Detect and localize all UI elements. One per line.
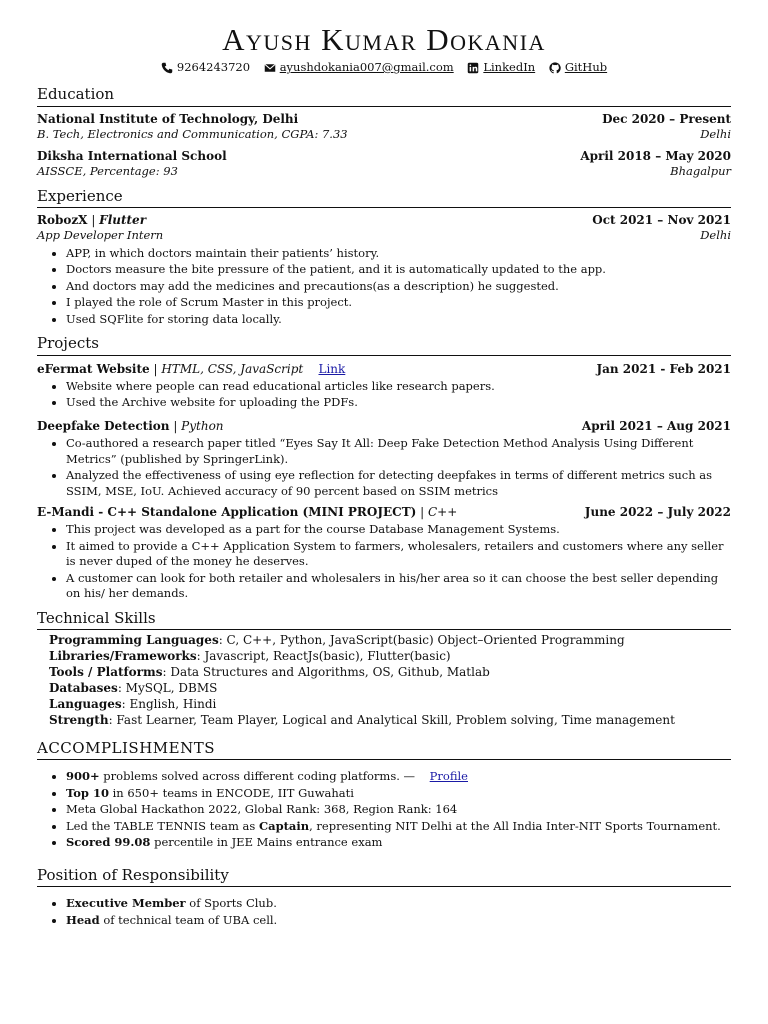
experience-heading: Experience — [37, 186, 731, 208]
skill-row — [49, 697, 731, 713]
skill-value: : MySQL, DBMS — [117, 681, 218, 696]
skill-label: Tools / Platforms — [49, 665, 163, 680]
skill-value: : Fast Learner, Team Player, Logical and Analytical Skill, Problem solving, Time management — [108, 712, 675, 727]
list-item — [66, 769, 731, 785]
project-entry: eFermat Website | HTML, CSS, JavaScript Link Jan 2021 - Feb 2021 • Website where people can read educational articles like research papers. • Used the Archive website for uploading the PDFs. — [37, 361, 731, 411]
skill-value: : Javascript, ReactJs(basic), Flutter(basic) — [196, 649, 451, 664]
list-item — [66, 786, 731, 802]
degree: B. Tech, Electronics and Communication, CGPA: 7.33 — [37, 126, 348, 141]
responsibility-text: of technical team of UBA cell. — [99, 912, 278, 927]
skill-value: : Data Structures and Algorithms, OS, Github, Matlab — [162, 665, 490, 680]
project-tech: HTML, CSS, JavaScript — [161, 361, 304, 376]
company-name: RobozX — [37, 213, 88, 228]
list-item: • APP, in which doctors maintain their patients’ history. — [66, 246, 731, 262]
linkedin-link[interactable]: LinkedIn — [483, 60, 536, 74]
github-link[interactable]: GitHub — [564, 60, 608, 74]
project-dates: April 2021 – Aug 2021 — [581, 418, 731, 433]
accomplishment-highlight: Top 10 — [66, 785, 109, 800]
accomplishment-text: in 650+ teams in ENCODE, IIT Guwahati — [108, 785, 354, 800]
list-item: • Used the Archive website for uploading the PDFs. — [66, 395, 731, 411]
school-name: National Institute of Technology, Delhi — [37, 111, 299, 126]
projects-heading: Projects — [37, 333, 731, 355]
project-name: eFermat Website — [37, 361, 150, 376]
skill-label: Programming Languages — [49, 633, 219, 648]
skill-value: : C, C++, Python, JavaScript(basic) Object–Oriented Programming — [218, 633, 625, 648]
list-item: • Website where people can read educational articles like research papers. — [66, 379, 731, 395]
project-dates: Jan 2021 - Feb 2021 — [596, 361, 731, 376]
skill-row — [49, 713, 731, 729]
responsibility-list — [37, 896, 731, 928]
linkedin-icon — [467, 62, 479, 74]
education-location: Bhagalpur — [670, 164, 731, 179]
accomplishment-highlight: Scored 99.08 — [66, 835, 151, 850]
list-item — [66, 896, 731, 912]
project-bullets — [37, 436, 731, 499]
project-tech: Python — [181, 418, 224, 433]
project-bullets — [37, 379, 731, 411]
role: App Developer Intern — [37, 228, 164, 243]
school-name: Diksha International School — [37, 149, 227, 164]
responsibility-heading: Position of Responsibility — [37, 865, 731, 887]
list-item: • Analyzed the effectiveness of using eye reflection for detecting deepfakes in terms of different metrics such as SSIM, MSE, IoU. Achieved accuracy of 90 percent based on SSIM metrics — [66, 468, 731, 499]
list-item — [66, 913, 731, 929]
experience-entry — [37, 212, 731, 327]
experience-bullets — [37, 246, 731, 328]
education-heading: Education — [37, 84, 731, 106]
skill-row — [49, 665, 731, 681]
linkedin-item[interactable] — [467, 60, 535, 76]
separator: | — [87, 213, 100, 228]
accomplishment-text: Led the TABLE TENNIS team as — [66, 818, 259, 833]
responsibility-role: Head — [66, 912, 100, 927]
education-entry — [37, 111, 731, 143]
phone-icon — [161, 62, 173, 74]
education-location: Delhi — [700, 126, 731, 141]
education-dates: Dec 2020 – Present — [602, 111, 731, 126]
list-item: • This project was developed as a part for the course Database Management Systems. — [66, 522, 731, 538]
project-entry: Deepfake Detection | Python April 2021 – Aug 2021 • Co-authored a research paper titled “Eyes Say It All: Deep Fake Detection Method Analysis Using Different Metrics” (published by SpringerLink). • Analyzed the effectiveness of using eye reflection for detecting deepfakes in terms of different metrics such as SSIM, MSE, IoU. Achieved accuracy of 90 percent based on SSIM metrics — [37, 418, 731, 499]
candidate-name: Ayush Kumar Dokania — [222, 22, 546, 57]
accomplishment-text: , representing NIT Delhi at the All India Inter-NIT Sports Tournament. — [309, 818, 721, 833]
project-tech: C++ — [427, 505, 458, 520]
skill-row — [49, 681, 731, 697]
responsibility-text: of Sports Club. — [185, 895, 277, 910]
accomplishments-list — [37, 769, 731, 851]
list-item: • A customer can look for both retailer and wholesalers in his/her area so it can choose the best seller depending on his/ her demands. — [66, 571, 731, 602]
list-item: • Meta Global Hackathon 2022, Global Rank: 368, Region Rank: 164 — [66, 802, 731, 818]
list-item: • It aimed to provide a C++ Application System to farmers, wholesalers, retailers and customers where any seller is never duped of the money he deserves. — [66, 539, 731, 570]
experience-tech: Flutter — [99, 213, 147, 228]
phone-item — [161, 60, 250, 76]
project-bullets — [37, 522, 731, 602]
skill-label: Databases — [49, 681, 118, 696]
skill-label: Languages — [49, 697, 122, 711]
envelope-icon — [264, 62, 276, 74]
skill-row — [49, 649, 731, 665]
education-dates: April 2018 – May 2020 — [580, 149, 731, 164]
skill-label: Strength — [49, 712, 109, 727]
accomplishments-heading: ACCOMPLISHMENTS — [37, 738, 731, 760]
experience-location: Delhi — [700, 228, 731, 243]
github-icon — [549, 62, 561, 74]
project-name: E-Mandi - C++ Standalone Application (MINI PROJECT) — [37, 505, 417, 520]
project-entry: E-Mandi - C++ Standalone Application (MINI PROJECT) | C++ June 2022 – July 2022 • This project was developed as a part for the course Database Management Systems. • It aimed to provide a C++ Application System to farmers, wholesalers, retailers and customers where any seller is never duped of the money he deserves. • A customer can look for both retailer and wholesalers in his/her area so it can choose the best seller depending on his/ her demands. — [37, 504, 731, 602]
github-item[interactable] — [549, 60, 607, 76]
list-item: • And doctors may add the medicines and precautions(as a description) he suggested. — [66, 279, 731, 295]
list-item: • I played the role of Scrum Master in this project. — [66, 295, 731, 311]
accomplishment-text: problems solved across different coding platforms. — — [99, 769, 419, 784]
skill-value: : English, Hindi — [121, 697, 217, 711]
email-item[interactable] — [264, 60, 454, 76]
list-item: • Doctors measure the bite pressure of the patient, and it is automatically updated to the app. — [66, 262, 731, 278]
education-entry — [37, 148, 731, 180]
accomplishment-text: percentile in JEE Mains entrance exam — [150, 835, 383, 850]
contact-bar — [37, 60, 731, 78]
accomplishment-highlight: 900+ — [66, 769, 100, 784]
profile-link[interactable]: Profile — [429, 769, 468, 784]
skill-label: Libraries/Frameworks — [49, 649, 197, 664]
email-link[interactable]: ayushdokania007@gmail.com — [279, 60, 454, 74]
skill-row — [49, 633, 731, 649]
list-item: • Used SQFlite for storing data locally. — [66, 312, 731, 328]
degree: AISSCE, Percentage: 93 — [37, 164, 178, 179]
list-item: • Co-authored a research paper titled “Eyes Say It All: Deep Fake Detection Method Analysis Using Different Metrics” (published by SpringerLink). — [66, 436, 731, 467]
accomplishment-highlight: Captain — [258, 818, 310, 833]
skills-heading: Technical Skills — [37, 608, 731, 630]
phone-number: 9264243720 — [176, 60, 251, 74]
responsibility-role: Executive Member — [66, 895, 186, 910]
project-name: Deepfake Detection — [37, 418, 170, 433]
list-item — [66, 819, 731, 835]
project-dates: June 2022 – July 2022 — [584, 505, 731, 520]
project-link[interactable]: Link — [318, 361, 346, 376]
list-item — [66, 835, 731, 851]
experience-dates: Oct 2021 – Nov 2021 — [592, 213, 731, 228]
skills-list — [37, 633, 731, 729]
